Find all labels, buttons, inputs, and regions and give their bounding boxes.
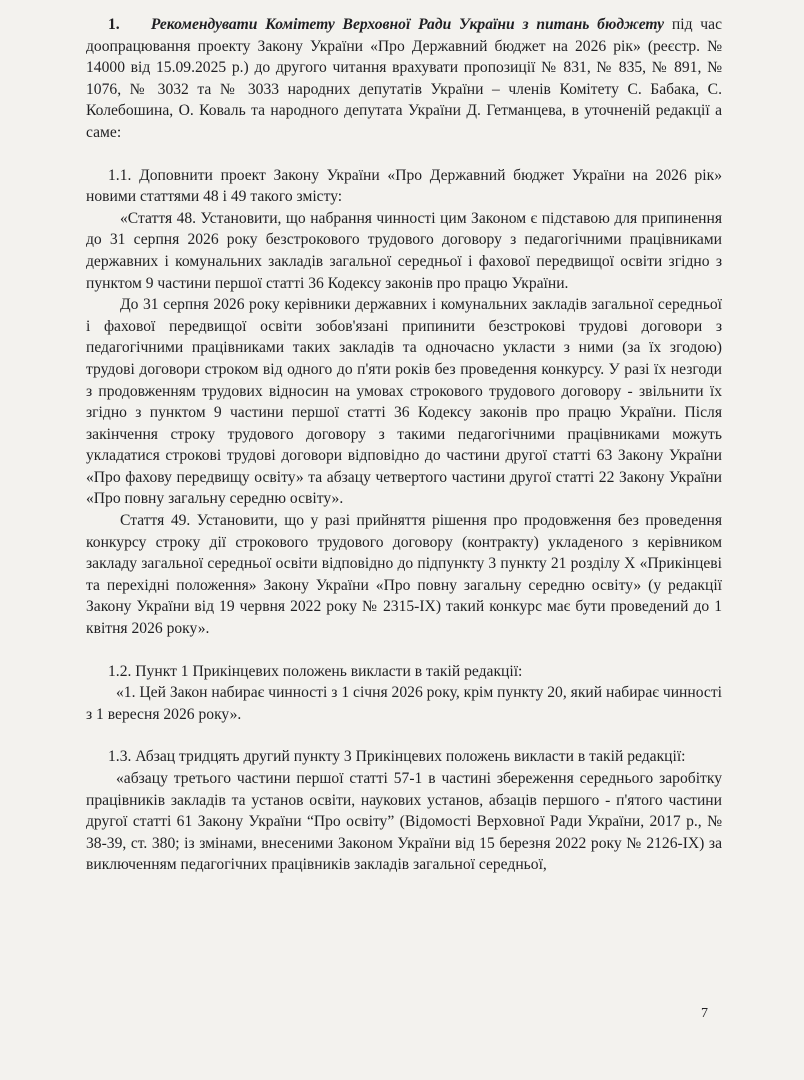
item-1-2-paragraph: 1.2. Пункт 1 Прикінцевих положень викласти в такій редакції: xyxy=(108,662,523,680)
item-1-paragraph xyxy=(86,14,722,144)
page-number: 7 xyxy=(701,1006,708,1021)
item-1-3-paragraph: 1.3. Абзац тридцять другий пункту 3 Прикінцевих положень викласти в такій редакції: xyxy=(108,748,686,766)
item-1-number: 1. xyxy=(108,16,120,33)
item-1-1-paragraph: 1.1. Доповнити проект Закону України «Про Державний бюджет України на 2026 рік» новими статтями 48 і 49 такого змісту: xyxy=(86,166,722,206)
item-1-heading: Рекомендувати Комітету Верховної Ради України з питань бюджету xyxy=(150,16,665,33)
article-48-paragraph-1: «Стаття 48. Установити, що набрання чинності цим Законом є підставою для припинення до 31 серпня 2026 року безстрокового трудового договору з педагогічними працівниками державних і комунальних закладів загальної середньої і фахової передвищої освіти згідно з пунктом 9 частини першої статті 36 Кодексу законів про працю України. xyxy=(86,209,722,292)
article-49-paragraph: Стаття 49. Установити, що у разі прийняття рішення про продовження без проведення конкурсу строку дії строкового трудового договору (контракту) укладеного з керівником закладу загальної середньої освіти відповідно до підпункту 3 пункту 21 розділу X «Прикінцеві та перехідні положення» Закону України «Про повну загальну середню освіту» (у редакції Закону України від 19 червня 2022 року № 2315-IX) такий конкурс має бути проведений до 1 квітня 2026 року». xyxy=(86,512,722,638)
article-48-paragraph-2: До 31 серпня 2026 року керівники державних і комунальних закладів загальної середньої і фахової передвищої освіти зобов'язані припинити безстрокові трудові договори з педагогічними працівниками таких закладів та одночасно укласти з ними (за їх згодою) трудові договори строком від одного до п'яти років без проведення конкурсу. У разі їх незгоди з продовженням трудових відносин на умовах строкового трудового договору - звільнити їх згідно з пунктом 9 частини першої статті 36 Кодексу законів про працю України. Після закінчення строку трудового договору з такими педагогічними працівниками можуть укладатися строкові трудові договори відповідно до частини другої статті 63 Закону України «Про фахову передвищу освіту» та абзацу четвертого частини другої статті 22 Закону України «Про повну загальну середню освіту». xyxy=(86,296,722,508)
item-1-2-quote: «1. Цей Закон набирає чинності з 1 січня 2026 року, крім пункту 20, який набирає чинності з 1 вересня 2026 року». xyxy=(86,684,722,723)
item-1-text: під час доопрацювання проекту Закону України «Про Державний бюджет на 2026 рік» (реєстр. № 14000 від 15.09.2025 р.) до другого читання врахувати пропозиції № 831, № 835, № 891, № 1076, № 3032 та № 3033 народних депутатів України – членів Комітету С. Бабака, С. Колебошина, О. Коваль та народного депутата України Д. Гетманцева, в уточненій редакції а саме: xyxy=(86,16,722,141)
item-1-3-quote: «абзацу третього частини першої статті 57-1 в частині збереження середнього заробітку працівників закладів та установ освіти, наукових установ, абзаців першого - п'ятого частини другої статті 61 Закону України “Про освіту” (Відомості Верховної Ради України, 2017 р., № 38-39, ст. 380; із змінами, внесеними Законом України від 15 березня 2022 року № 2126-IX) за виключенням педагогічних працівників закладів загальної середньої, xyxy=(86,770,722,874)
